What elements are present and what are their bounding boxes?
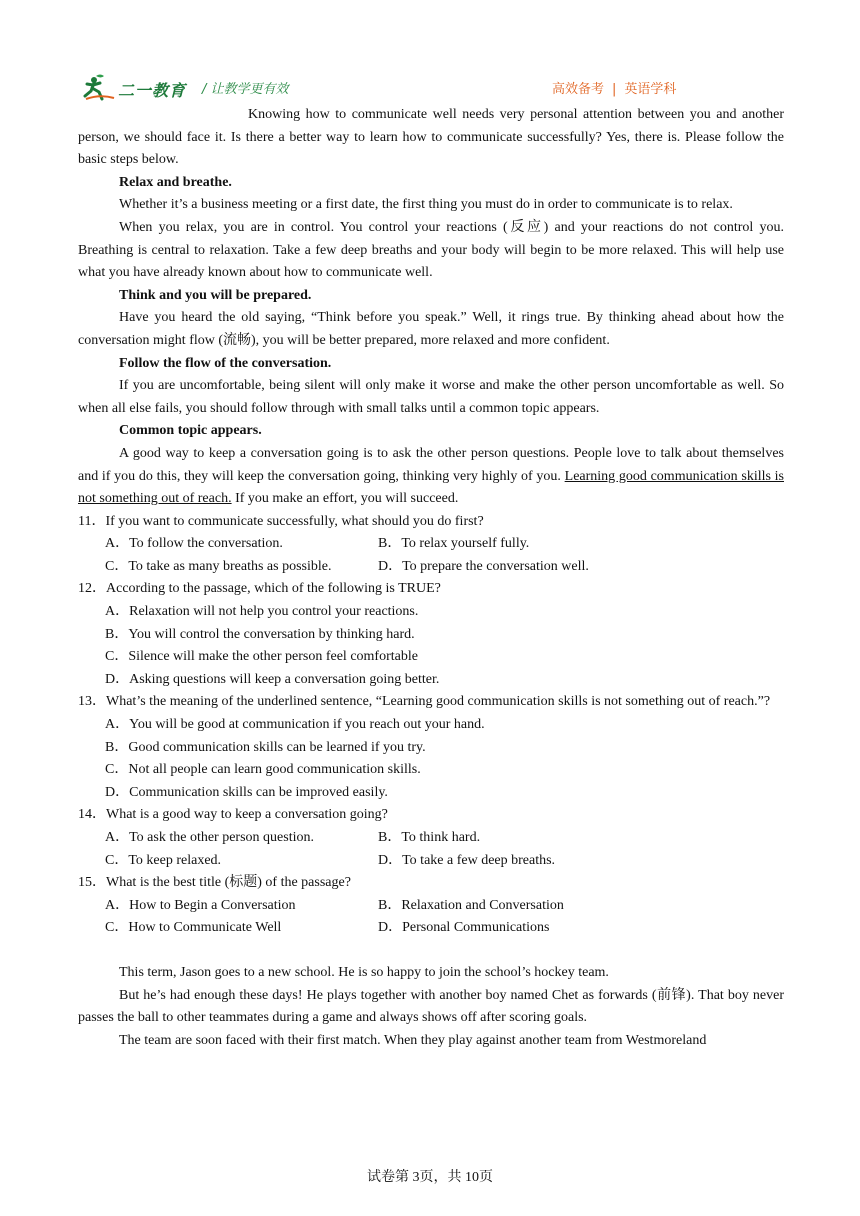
section-heading: Relax and breathe.	[119, 174, 232, 190]
document-body	[78, 104, 784, 1052]
passage-text: A good way to keep a conversation going is to ask the other person questions. People love to talk about themselves and if you do this, they will keep the conversation going, thinking very highly of you.	[78, 445, 784, 484]
page-footer: 试卷第 3页，共 10页	[367, 1170, 493, 1185]
passage-paragraph: Have you heard the old saying, “Think before you speak.” Well, it rings true. By thinking ahead about how the conversation might flow (流畅), you will be better prepared, more relaxed and more confident.	[78, 310, 784, 348]
passage-paragraph: When you relax, you are in control. You control your reactions (反应) and your reactions do not control you. Breathing is central to relaxation. Take a few deep breaths and your body will begin to be more relaxed. This will help use what you have already known about how to communicate well.	[78, 219, 784, 281]
passage-paragraph	[78, 443, 784, 511]
option-c: C．To take as many breaths as possible.	[105, 558, 332, 574]
option-a: A．How to Begin a Conversation	[105, 897, 296, 913]
question-stem: 15．What is the best title (标题) of the passage?	[78, 875, 351, 891]
section-heading: Think and you will be prepared.	[119, 287, 312, 303]
option-d: D．Asking questions will keep a conversation going better.	[105, 671, 440, 687]
question-stem: 11．If you want to communicate successfully, what should you do first?	[78, 513, 484, 529]
option-b: B．To relax yourself fully.	[378, 536, 530, 552]
question-13	[78, 691, 784, 804]
option-d: D．Communication skills can be improved easily.	[105, 784, 388, 800]
question-stem: 13．What’s the meaning of the underlined sentence, “Learning good communication skills is not something out of reach.”?	[78, 694, 771, 710]
passage-text: If you make an effort, you will succeed.	[231, 491, 459, 507]
header-subject-right: 英语学科	[624, 82, 677, 97]
option-d: D．Personal Communications	[378, 920, 550, 936]
header-separator: |	[612, 82, 617, 97]
option-row	[78, 556, 784, 579]
passage-paragraph: Whether it’s a business meeting or a first date, the first thing you must do in order to communicate is to relax.	[119, 197, 733, 213]
option-a: A．To ask the other person question.	[105, 830, 314, 845]
option-b: B．To think hard.	[378, 830, 481, 845]
option-a: A．Relaxation will not help you control your reactions.	[105, 604, 419, 620]
option-c: C．To keep relaxed.	[105, 852, 222, 868]
option-c: C．How to Communicate Well	[105, 920, 282, 936]
question-14	[78, 804, 784, 872]
header-subject	[552, 78, 676, 97]
option-row	[78, 850, 784, 873]
option-c: C．Silence will make the other person feel comfortable	[105, 649, 418, 665]
option-a: A．To follow the conversation.	[105, 536, 283, 552]
page-header	[82, 72, 702, 104]
option-d: D．To take a few deep breaths.	[378, 852, 556, 868]
question-15	[78, 872, 784, 940]
header-subject-left: 高效备考	[552, 82, 605, 97]
question-12	[78, 578, 784, 691]
section-heading: Follow the flow of the conversation.	[119, 355, 332, 371]
question-stem: 12．According to the passage, which of the following is TRUE?	[78, 581, 441, 597]
passage-paragraph: Knowing how to communicate well needs very personal attention between you and another person, we should face it. Is there a better way to learn how to communicate successfully? Yes, there is. Please follow the basic steps below.	[78, 107, 784, 168]
logo-text: 二一教育	[118, 81, 187, 100]
option-row	[78, 827, 784, 850]
option-b: B．You will control the conversation by thinking hard.	[105, 626, 415, 642]
option-d: D．To prepare the conversation well.	[378, 558, 589, 574]
passage2-paragraph: The team are soon faced with their first match. When they play against another team from Westmoreland	[119, 1032, 707, 1048]
question-stem: 14．What is a good way to keep a conversation going?	[78, 807, 388, 823]
section-gap	[78, 940, 784, 962]
option-a: A．You will be good at communication if you reach out your hand.	[105, 717, 485, 733]
passage2-paragraph: This term, Jason goes to a new school. He is so happy to join the school’s hockey team.	[119, 964, 609, 980]
question-11	[78, 511, 784, 579]
passage2-paragraph: But he’s had enough these days! He plays together with another boy named Chet as forwards (前锋). That boy never passes the ball to other teammates during a game and always shows off after scoring goals.	[78, 987, 784, 1026]
option-b: B．Relaxation and Conversation	[378, 897, 564, 913]
option-row	[78, 533, 784, 556]
passage-paragraph: If you are uncomfortable, being silent will only make it worse and make the other person uncomfortable as well. So when all else fails, you should follow through with small talks until a common topic appears.	[78, 378, 784, 416]
option-b: B．Good communication skills can be learned if you try.	[105, 739, 426, 755]
option-c: C．Not all people can learn good communication skills.	[105, 762, 421, 778]
option-row	[78, 895, 784, 918]
section-heading: Common topic appears.	[119, 423, 262, 439]
option-row	[78, 917, 784, 940]
underlined-sentence: Learning good communication skills is not something out of reach.	[78, 468, 784, 507]
header-slogan: / 让教学更有效	[202, 82, 289, 97]
